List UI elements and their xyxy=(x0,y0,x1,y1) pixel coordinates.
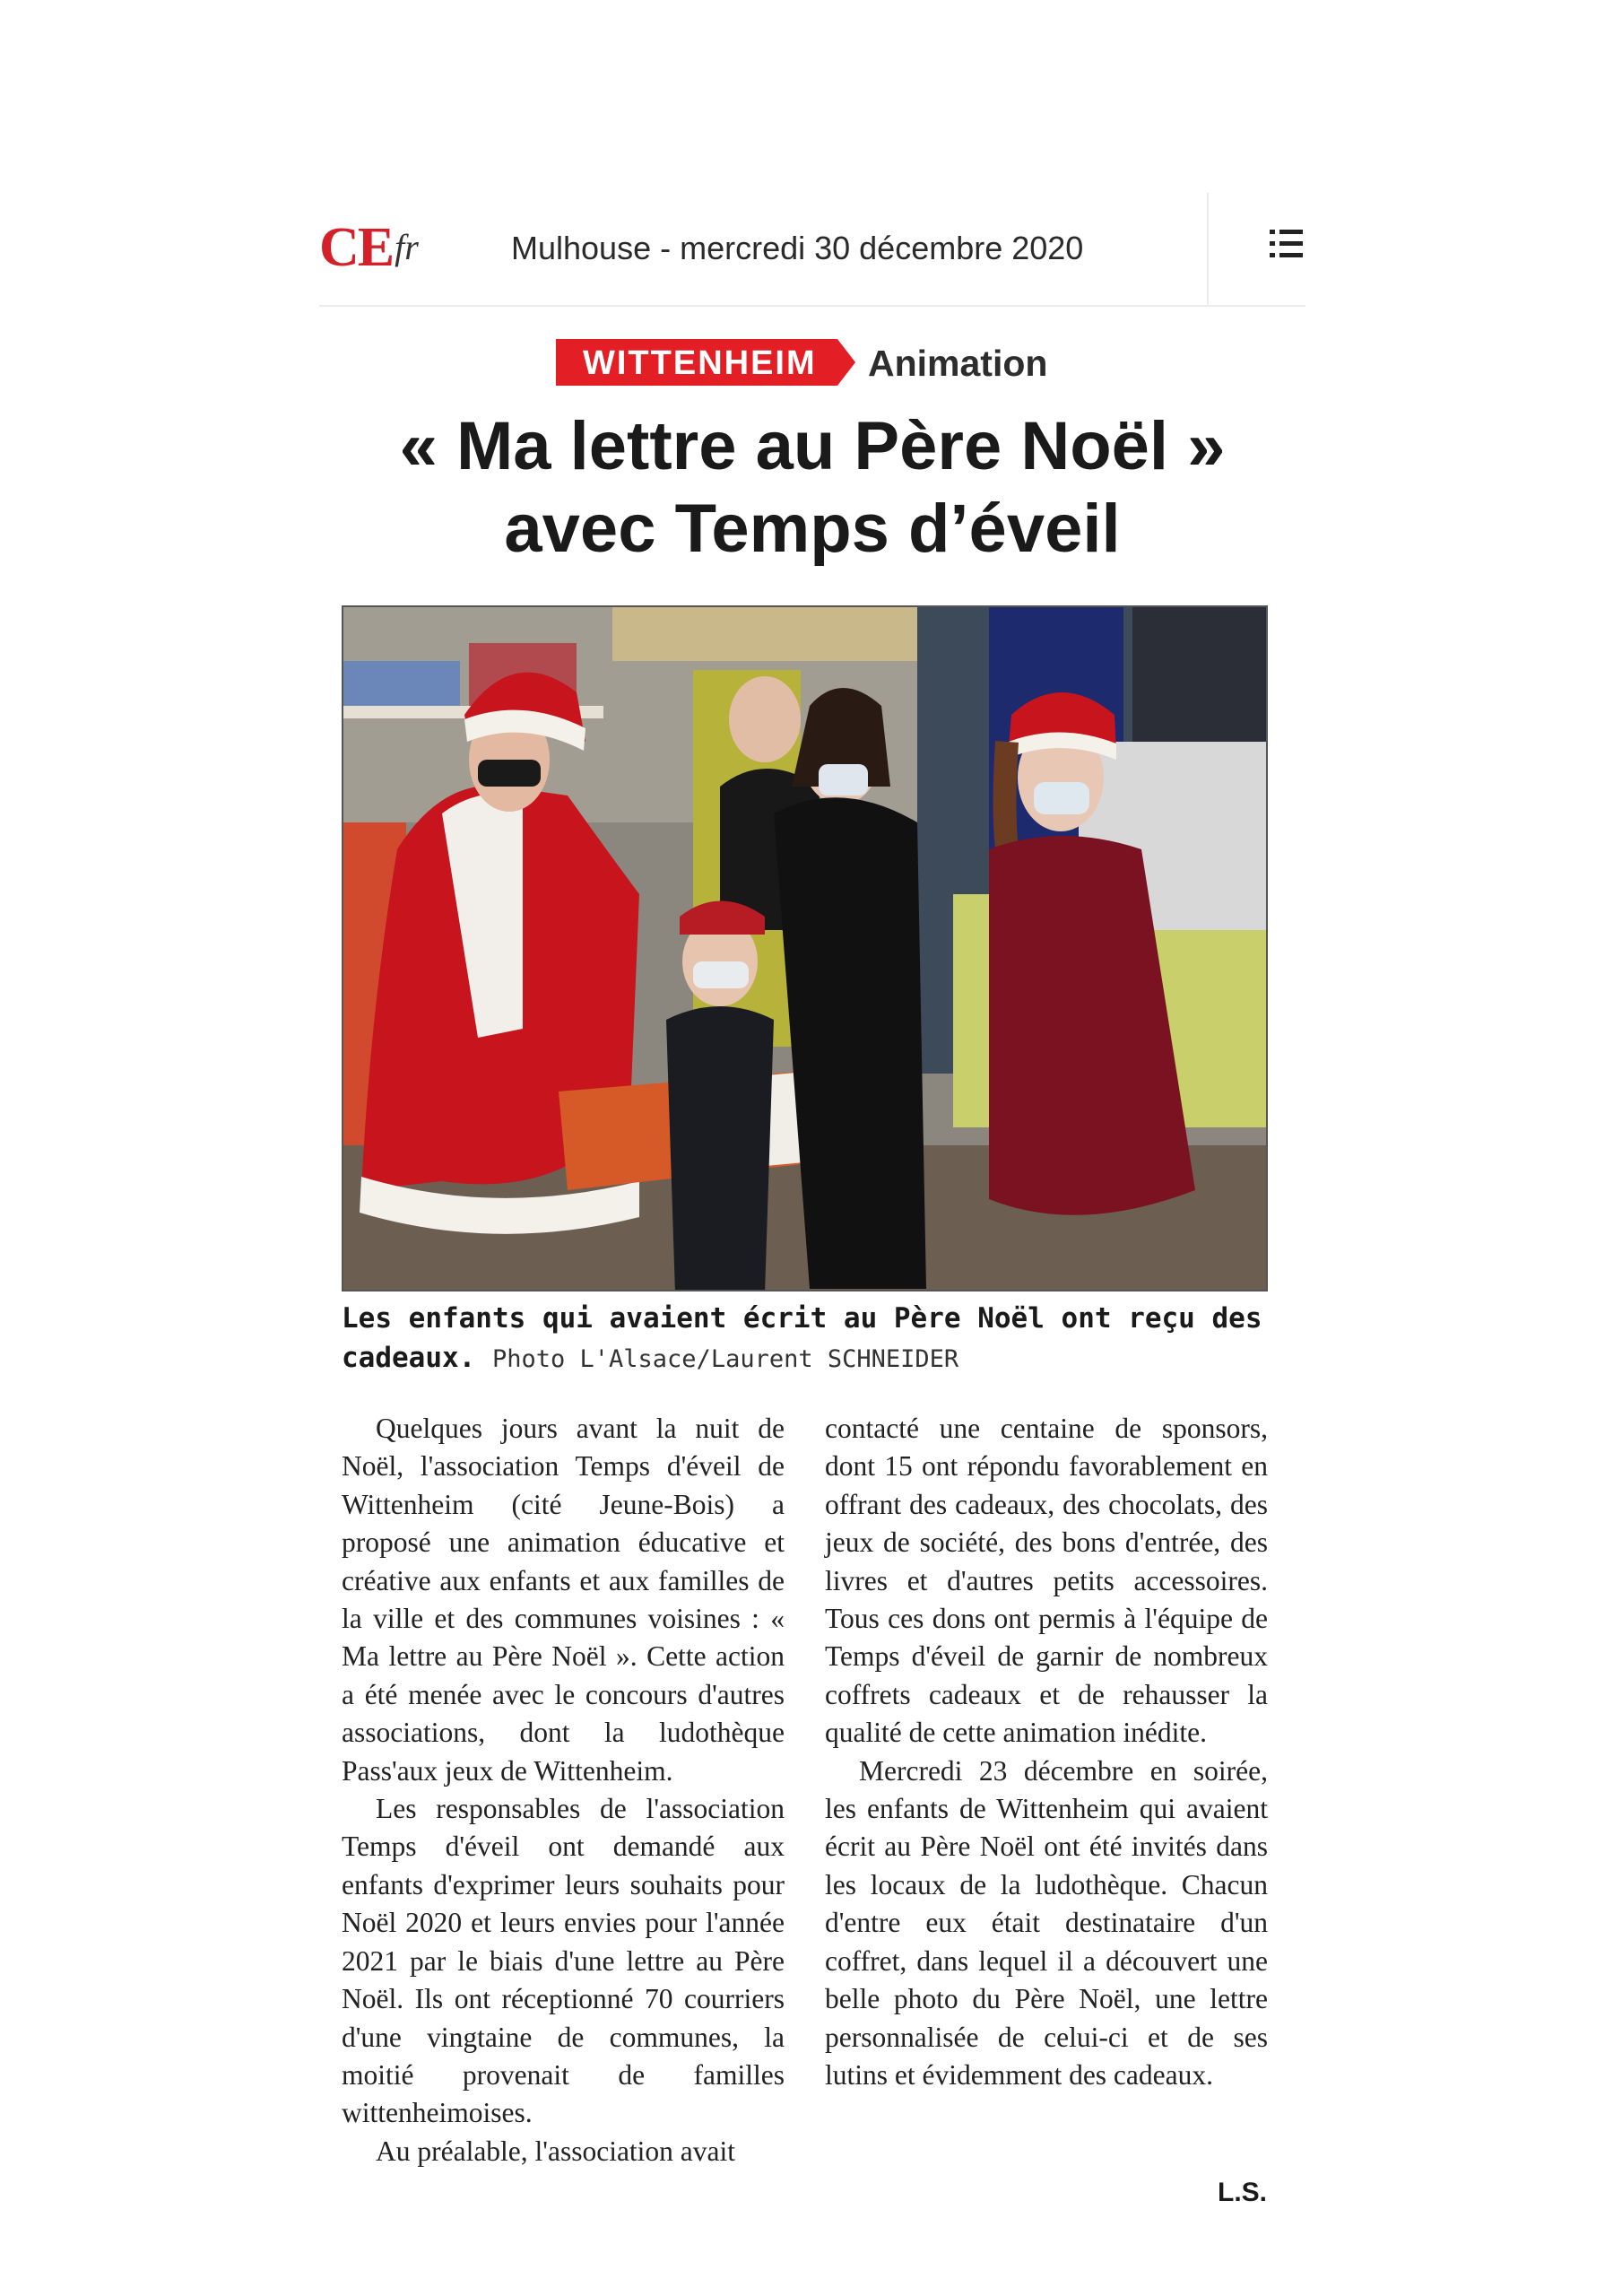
site-logo[interactable] xyxy=(319,216,419,279)
list-menu-icon[interactable] xyxy=(1270,226,1304,262)
article-column-2 xyxy=(825,1410,1268,2094)
title-line-2: avec Temps d’éveil xyxy=(504,491,1121,567)
author-signature: L.S. xyxy=(1218,2178,1268,2207)
section-label: Animation xyxy=(868,343,1048,384)
article-column-1 xyxy=(342,1410,785,2170)
header-divider xyxy=(1207,193,1209,305)
caption-text: Les enfants qui avaient écrit au Père Noël ont reçu des cadeaux. xyxy=(342,1302,1262,1374)
article-photo xyxy=(342,605,1268,1292)
title-line-1: « Ma lettre au Père Noël » xyxy=(399,408,1226,484)
site-header xyxy=(319,193,1305,307)
logo-suffix: fr xyxy=(395,227,419,267)
location-tag-label: WITTENHEIM xyxy=(583,344,817,382)
article-title xyxy=(319,405,1305,570)
logo-text: CE xyxy=(319,217,394,278)
paragraph: Mercredi 23 décembre en soirée, les enfants de Wittenheim qui avaient écrit au Père Noël ont été invités dans les locaux de la ludothèque. Chacun d'entre eux était destinataire d'un coffret, dans lequel il a découvert une belle photo du Père Noël, une lettre personnalisée de celui-ci et de ses lutins et évidemment des cadeaux. xyxy=(825,1754,1268,2091)
photo-credit: Photo L'Alsace/Laurent SCHNEIDER xyxy=(491,1345,959,1373)
paragraph: Quelques jours avant la nuit de Noël, l'association Temps d'éveil de Wittenheim (cité Jeune-Bois) a proposé une animation éducative et créative aux enfants et aux familles de la ville et des communes voisines : « Ma lettre au Père Noël ». Cette action a été menée avec le concours d'autres associations, dont la ludothèque Pass'aux jeux de Wittenheim. xyxy=(342,1413,785,1787)
paragraph: Au préalable, l'association avait xyxy=(376,2135,736,2167)
paragraph-continued: contacté une centaine de sponsors, dont 15 ont répondu favorablement en offrant des cadeaux, des chocolats, des jeux de société, des bons d'entrée, des livres et d'autres petits accessoires. Tous ces dons ont permis à l'équipe de Temps d'éveil de garnir de nombreux coffrets cadeaux et de rehausser la qualité de cette animation inédite. xyxy=(825,1413,1268,1749)
edition-date: Mulhouse - mercredi 30 décembre 2020 xyxy=(511,230,1084,266)
photo-caption xyxy=(342,1299,1292,1379)
paragraph: Les responsables de l'association Temps d'éveil ont demandé aux enfants d'exprimer leurs souhaits pour Noël 2020 et leurs envies pour l'année 2021 par le biais d'une lettre au Père Noël. Ils ont réceptionné 70 courriers d'une vingtaine de communes, la moitié provenait de familles wittenheimoises. xyxy=(342,1793,785,2129)
photo-illustration xyxy=(343,607,1268,1292)
